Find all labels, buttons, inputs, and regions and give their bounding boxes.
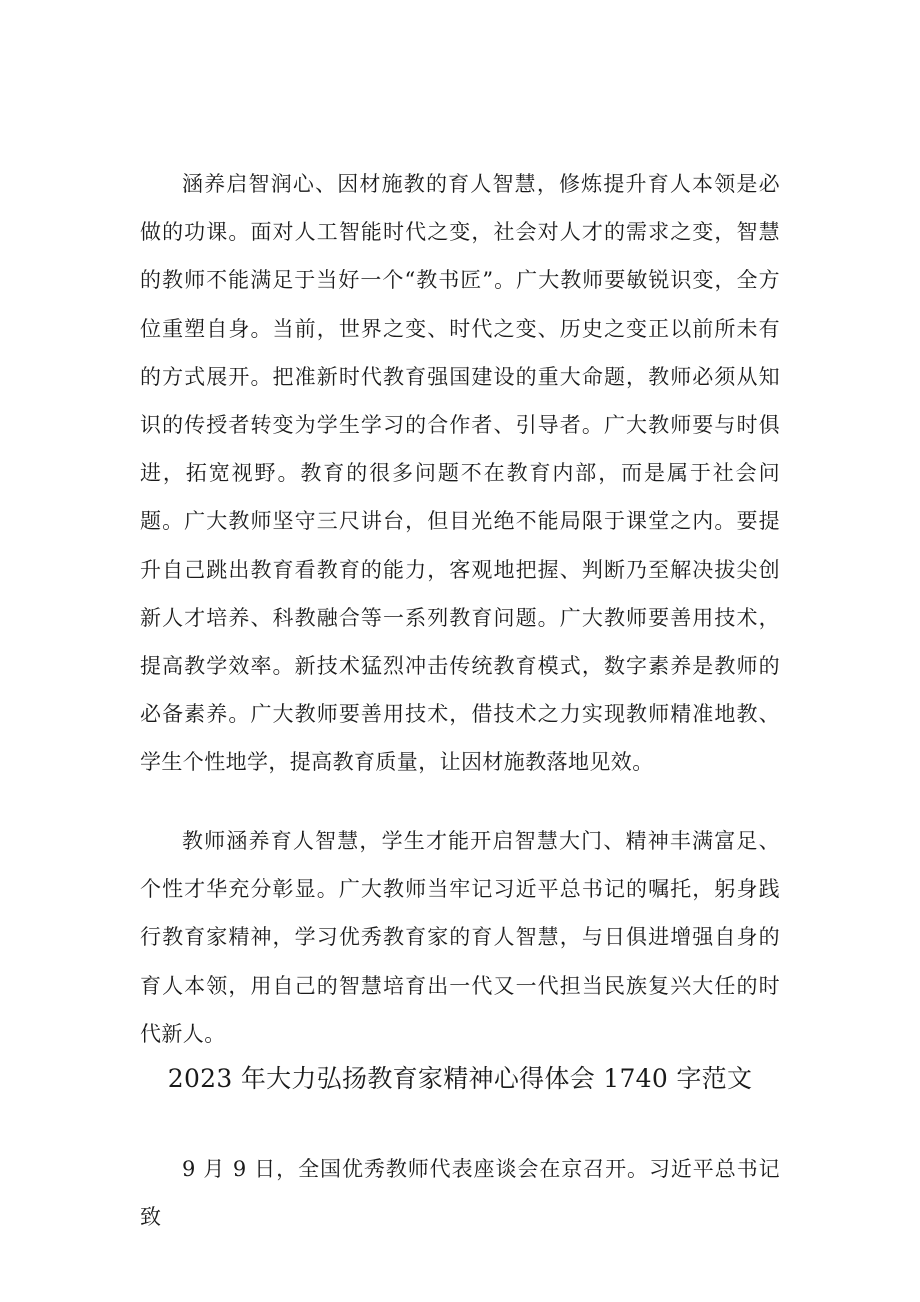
- section-title: 2023 年大力弘扬教育家精神心得体会 1740 字范文: [167, 1064, 753, 1093]
- body-paragraph: 涵养启智润心、因材施教的育人智慧，修炼提升育人本领是必做的功课。面对人工智能时代之变，社会对人才的需求之变，智慧的教师不能满足于当好一个“教书匠”。广大教师要敏锐识变，全方位重塑自身。当前，世界之变、时代之变、历史之变正以前所未有的方式展开。把准新时代教育强国建设的重大命题，教师必须从知识的传授者转变为学生学习的合作者、引导者。广大教师要与时俱进，拓宽视野。教育的很多问题不在教育内部，而是属于社会问题。广大教师坚守三尺讲台，但目光绝不能局限于课堂之内。要提升自己跳出教育看教育的能力，客观地把握、判断乃至解决拔尖创新人才培养、科教融合等一系列教育问题。广大教师要善用技术，提高教学效率。新技术猛烈冲击传统教育模式，数字素养是教师的必备素养。广大教师要善用技术，借技术之力实现教师精准地教、学生个性地学，提高教育质量，让因材施教落地见效。: [140, 172, 780, 775]
- body-paragraph: 教师涵养育人智慧，学生才能开启智慧大门、精神丰满富足、个性才华充分彰显。广大教师当牢记习近平总书记的嘱托，躬身践行教育家精神，学习优秀教育家的育人智慧，与日俱进增强自身的育人本领，用自己的智慧培育出一代又一代担当民族复兴大任的时代新人。: [140, 829, 780, 1046]
- body-paragraph: 9 月 9 日，全国优秀教师代表座谈会在京召开。习近平总书记致: [140, 1157, 780, 1230]
